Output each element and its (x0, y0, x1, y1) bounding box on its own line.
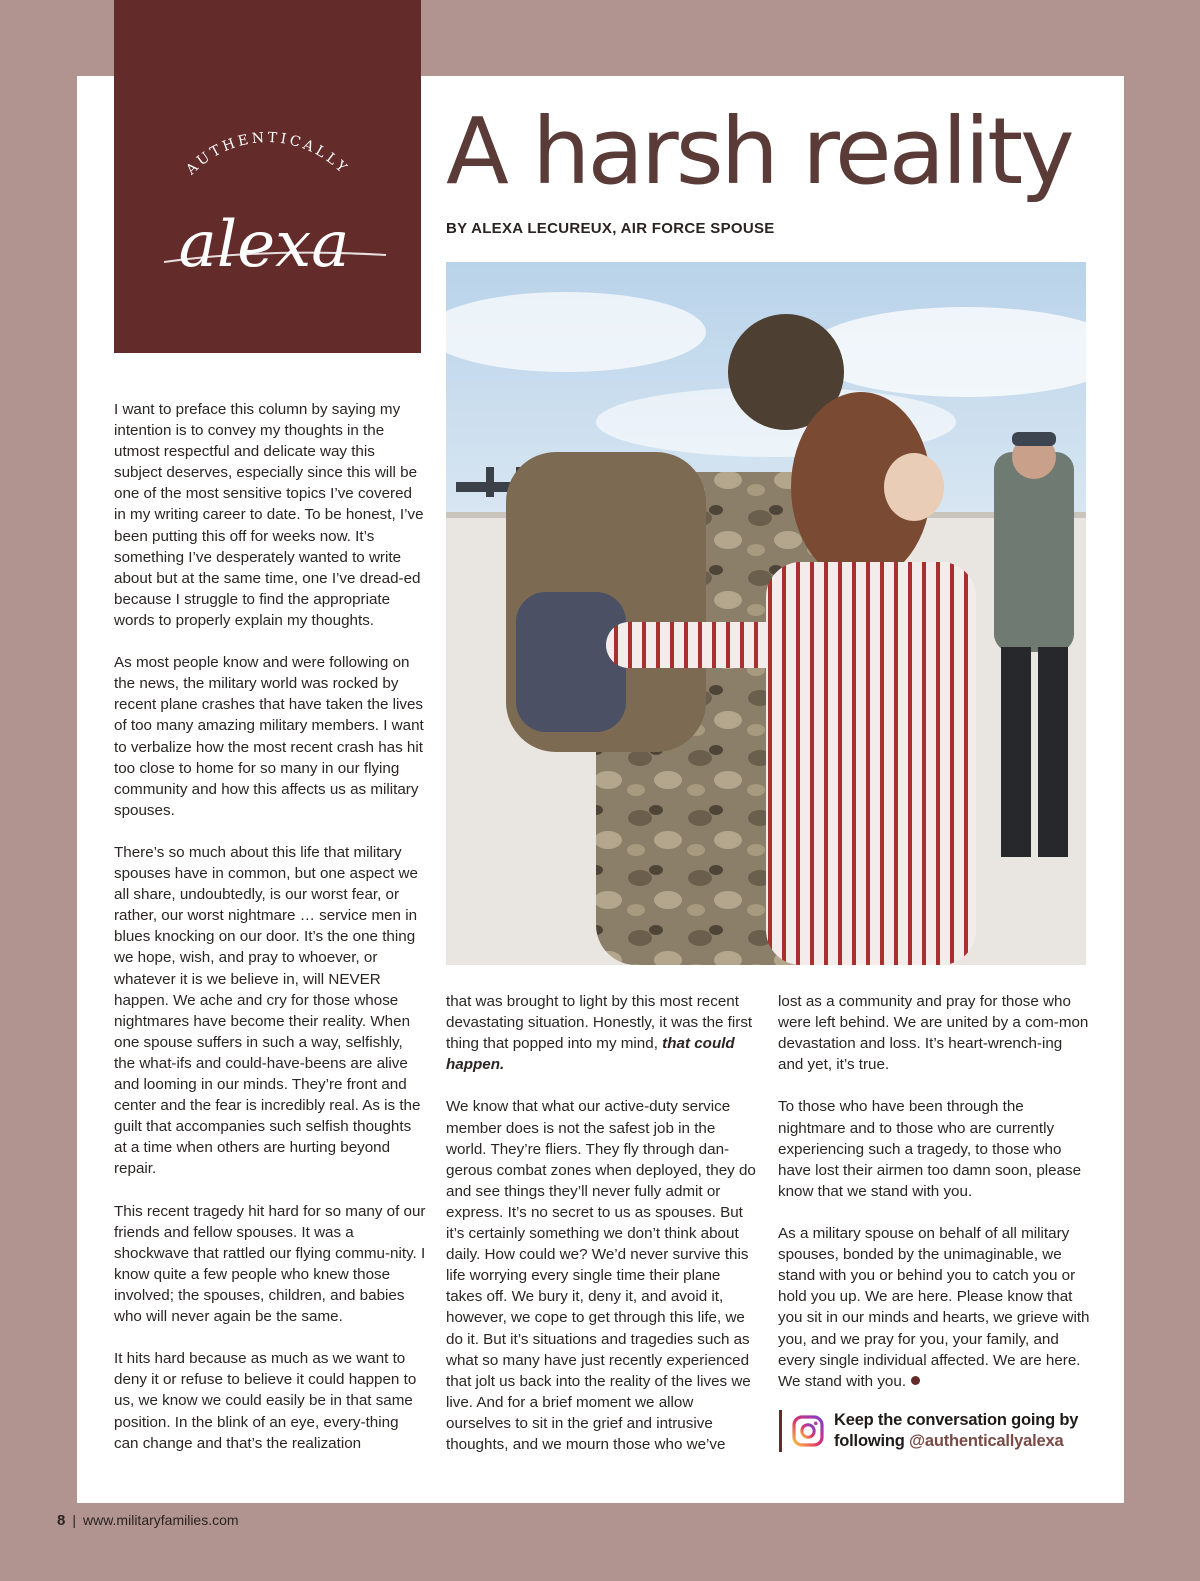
paragraph: To those who have been through the nightmare and to those who are currently experiencing such a tragedy, to those who have lost their airmen too damn soon, please know that we stand with you. (778, 1098, 1082, 1200)
article-column-3 (778, 991, 1090, 1392)
article-photo (446, 262, 1086, 965)
paragraph: It hits hard because as much as we want to deny it or refuse to believe it could happen to us, we know we could easily be in that same position. In the blink of an eye, every-thing can change and that’s the realization (114, 1350, 417, 1452)
paragraph (446, 991, 758, 1075)
paragraph (778, 1223, 1090, 1392)
authentically-alexa-logo (114, 0, 421, 353)
paragraph-text: that was brought to light by this most recent devastating situation. Honestly, it was the first thing that popped into my mind, (446, 993, 753, 1053)
social-callout (779, 1410, 1089, 1452)
paragraph-text: As a military spouse on behalf of all military spouses, bonded by the unimaginable, we stand with you or behind you to catch you or hold you up. We are here. Please know that you sit in our minds and hearts, we grieve with you, and we pray for you, your family, and every single individual affected. We are here. We stand with you. (778, 1225, 1090, 1390)
paragraph: As most people know and were following on the news, the military world was rocked by recent plane crashes that have taken the lives of too many amazing military members. I want to verbalize how the most recent crash has hit too close to home for so many in our flying community and how this affects us as military spouses. (114, 654, 424, 819)
article-title: A harsh reality (446, 98, 1072, 205)
logo-arc-text: AUTHENTICALLY (183, 129, 352, 179)
end-mark-icon (911, 1376, 920, 1385)
svg-text:AUTHENTICALLY (183, 130, 352, 179)
footer-separator: | (72, 1512, 76, 1528)
instagram-handle-link[interactable]: @authenticallyalexa (909, 1432, 1064, 1450)
article-byline: BY ALEXA LECUREUX, AIR FORCE SPOUSE (446, 220, 775, 237)
logo-script-word: alexa (178, 208, 350, 282)
paragraph: There’s so much about this life that military spouses have in common, but one aspect we all share, undoubtedly, is our worst fear, or rather, our worst nightmare … service men in blues knocking on our door. It’s the one thing we hope, wish, and pray to whoever, or whatever it is we believe in, will NEVER happen. We ache and cry for those whose nightmares have become their reality. When one spouse suffers in such a way, selfishly, the what-ifs and could-have-beens are alive and looming in our minds. They’re front and center and the fear is incredibly real. As is the guilt that accompanies such selfish thoughts at a time when others are hurting beyond repair. (114, 843, 421, 1178)
article-column-1 (114, 399, 426, 1454)
website-link[interactable]: www.militaryfamilies.com (82, 1512, 239, 1528)
instagram-icon[interactable] (792, 1415, 824, 1447)
page-footer (57, 1512, 239, 1529)
article-column-2 (446, 991, 758, 1455)
page-number: 8 (57, 1512, 66, 1529)
emphasis-text: that could happen. (446, 1035, 735, 1074)
callout-line-2: following @authenticallyalexa (834, 1432, 1064, 1450)
paragraph: This recent tragedy hit hard for so many of our friends and fellow spouses. It was a shockwave that rattled our flying commu-nity. I know quite a few people who knew those involved; the spouses, children, and babies who will never again be the same. (114, 1202, 426, 1326)
paragraph: I want to preface this column by saying my intention is to convey my thoughts in the utmost respectful and delicate way this subject deserves, especially since this will be one of the most sensitive topics I’ve covered in my writing career to date. To be honest, I’ve been putting this off for weeks now. It’s something I’ve desperately wanted to write about but at the same time, one I’ve dread-ed because I struggle to find the appropriate words to properly explain my thoughts. (114, 401, 424, 629)
callout-line-1: Keep the conversation going by (834, 1411, 1079, 1429)
paragraph: We know that what our active-duty service member does is not the safest job in the world. They’re fliers. They fly through dan-gerous combat zones when deployed, they do and see things they’ll never fully admit or express. It’s no secret to us as spouses. But it’s certainly something we don’t think about daily. How could we? We’d never survive this life worrying every single time their plane takes off. We bury it, deny it, and avoid it, however, we cope to get through this life, we do it. But it’s situations and tragedies such as what so many have just recently experienced that jolt us back into the reality of the lives we live. And for a brief moment we allow ourselves to sit in the grief and intrusive thoughts, and we mourn those who we’ve (446, 1098, 756, 1453)
paragraph: lost as a community and pray for those who were left behind. We are united by a com-mon devastation and loss. It’s heart-wrench-ing and yet, it’s true. (778, 993, 1089, 1074)
callout-accent-bar (779, 1410, 782, 1452)
